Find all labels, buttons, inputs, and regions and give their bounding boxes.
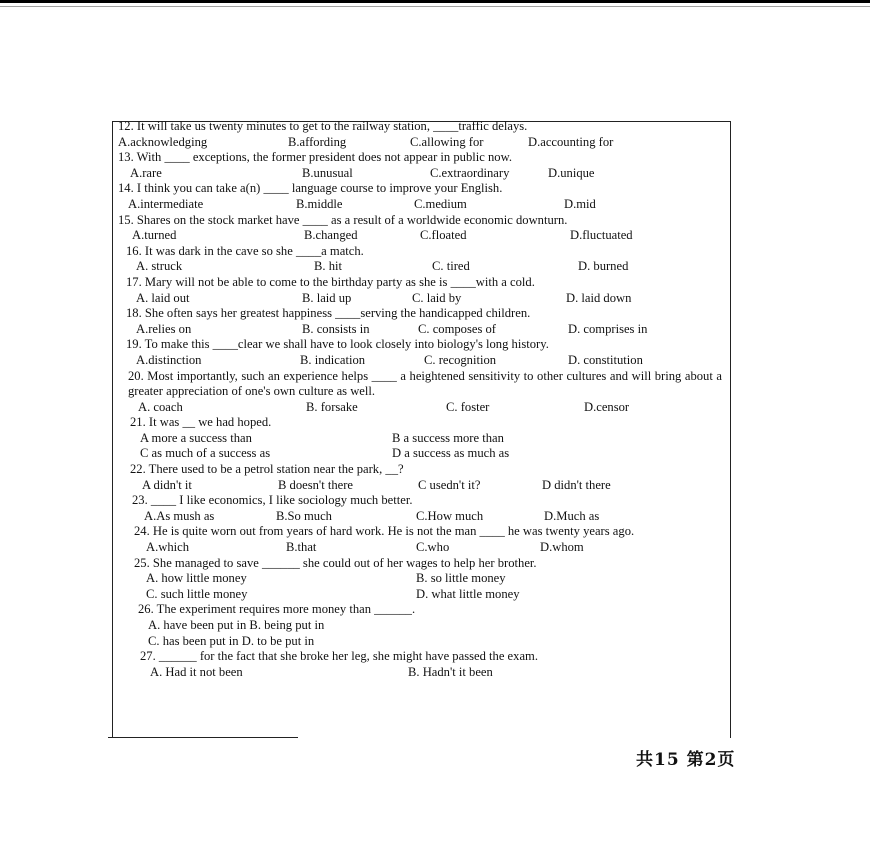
options-16 [118,259,724,275]
option: D. comprises in [568,321,648,336]
option: A. coach [138,399,183,414]
options-25a [118,571,724,587]
option: C as much of a success as [140,446,271,461]
frame-bottom-line [108,737,298,738]
option: D. constitution [568,352,643,367]
option: A. laid out [136,290,190,305]
question-17: 17. Mary will not be able to come to the birthday party as she is ____with a cold. [126,274,535,289]
option: B.changed [304,228,358,243]
option: C. composes of [418,321,497,336]
options-12 [118,135,724,151]
option: B. hit [314,259,342,274]
option: D.Much as [544,508,600,523]
option: D.unique [548,165,595,180]
question-27: 27. ______ for the fact that she broke her leg, she might have passed the exam. [140,649,538,664]
option: C.allowing for [410,134,484,149]
question-list [118,119,724,680]
option: C. foster [446,399,490,414]
question-25: 25. She managed to save ______ she could out of her wages to help her brother. [134,555,537,570]
option: D.censor [584,399,630,414]
option: B.unusual [302,165,353,180]
options-17 [118,291,724,307]
option: B.that [286,540,317,555]
options-24 [118,540,724,556]
options-20 [118,400,724,416]
question-12: 12. It will take us twenty minutes to get to the railway station, ____traffic delays. [118,119,528,133]
option: C.floated [420,228,467,243]
option: B.middle [296,196,343,211]
option: B. consists in [302,321,370,336]
option: C.extraordinary [430,165,510,180]
option: D.fluctuated [570,228,633,243]
option: A.acknowledging [118,134,208,149]
option: C. has been put in D. to be put in [148,633,315,648]
question-20: 20. Most importantly, such an experience helps ____ a heightened sensitivity to other cultures and will bring about a greater appreciation of one's own culture as well. [128,368,722,399]
option: B.So much [276,508,332,523]
option: D. laid down [566,290,632,305]
option: C.medium [414,196,467,211]
option: C.who [416,540,450,555]
option: B. laid up [302,290,352,305]
option: D.accounting for [528,134,614,149]
option: A.turned [132,228,177,243]
option: D didn't there [542,477,611,492]
option: B. so little money [416,571,506,586]
options-18 [118,322,724,338]
option: A more a success than [140,430,252,445]
question-13: 13. With ____ exceptions, the former president does not appear in public now. [118,150,513,165]
option: A. how little money [146,571,247,586]
question-26: 26. The experiment requires more money than ______. [138,602,416,617]
option: A. have been put in B. being put in [148,618,325,632]
question-14: 14. I think you can take a(n) ____ language course to improve your English. [118,181,503,196]
option: C. such little money [146,586,248,601]
question-24: 24. He is quite worn out from years of hard work. He is not the man ____ he was twenty years ago. [134,524,635,539]
option: B.affording [288,134,347,149]
option: A.distinction [136,352,202,367]
question-21: 21. It was __ we had hoped. [130,415,272,430]
question-22: 22. There used to be a petrol station near the park, __? [130,462,404,477]
option: A didn't it [142,477,192,492]
option: C. laid by [412,290,462,305]
option: B a success more than [392,430,504,445]
options-14 [118,197,724,213]
question-23: 23. ____ I like economics, I like sociology much better. [132,493,413,508]
options-19 [118,353,724,369]
option: A. Had it not been [150,664,243,679]
option: B. Hadn't it been [408,664,493,679]
option: C. recognition [424,352,497,367]
option: D a success as much as [392,446,510,461]
option: A. struck [136,259,183,274]
question-19: 19. To make this ____clear we shall have to look closely into biology's long history. [126,337,549,352]
option: D.mid [564,196,596,211]
option: D. what little money [416,586,520,601]
option: B. indication [300,352,366,367]
question-15: 15. Shares on the stock market have ____ as a result of a worldwide economic downturn. [118,212,568,227]
question-16: 16. It was dark in the cave so she ____a match. [126,243,364,258]
options-26b [118,634,724,650]
option: C. tired [432,259,470,274]
option: B. forsake [306,399,358,414]
options-27 [118,665,724,681]
options-26a [118,618,724,634]
option: A.As mush as [144,508,215,523]
handwritten-page-note: 共15 第2页 [636,750,736,770]
option: A.relies on [136,321,192,336]
options-25b [118,587,724,603]
options-23 [118,509,724,525]
scan-edge [0,0,870,3]
option: D. burned [578,259,629,274]
options-21b [118,446,724,462]
options-22 [118,478,724,494]
option: D.whom [540,540,584,555]
question-18: 18. She often says her greatest happiness ____serving the handicapped children. [126,306,531,321]
option: A.rare [130,165,162,180]
options-13 [118,166,724,182]
options-15 [118,228,724,244]
option: A.intermediate [128,196,204,211]
option: C.How much [416,508,484,523]
option: B doesn't there [278,477,354,492]
option: A.which [146,540,190,555]
options-21a [118,431,724,447]
option: C usedn't it? [418,477,481,492]
scan-edge-line [0,6,870,7]
